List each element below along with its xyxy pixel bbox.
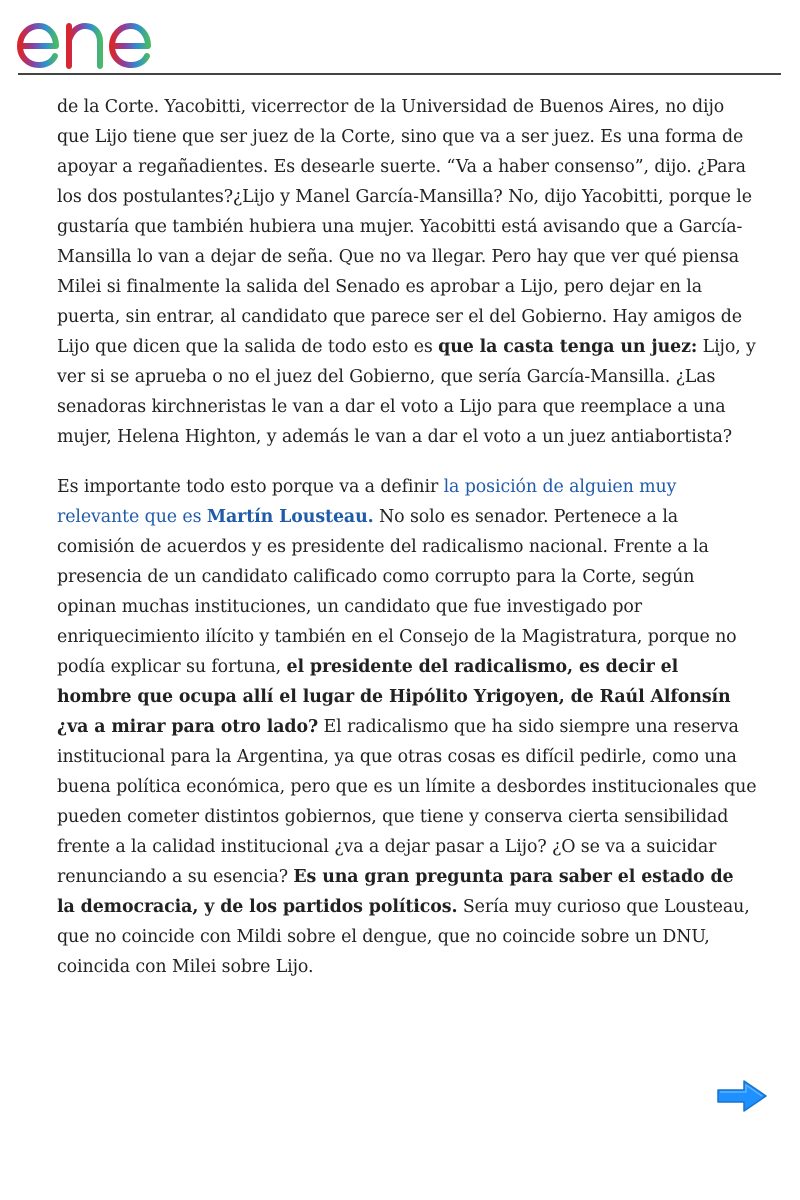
bold-highlight: que la casta tenga un juez: bbox=[438, 337, 698, 357]
page-header bbox=[0, 0, 800, 76]
link-text[interactable]: la posición de alguien muy relevante que es bbox=[57, 477, 677, 527]
paragraph-text: de la Corte. Yacobitti, vicerrector de la Universidad de Buenos Aires, no dijo que Lijo tiene que ser juez de la Corte, sino que va a ser juez. Es una forma de apoyar a regañadientes. Es desearle suerte. “Va a haber consenso”, dijo. ¿Para los dos postulantes?¿Lijo y Manel García-Mansilla? No, dijo Yacobitti, porque le gustaría que también hubiera una mujer. Yacobitti está avisando que a García-Mansilla lo van a dejar de seña. Que no va llegar. Pero hay que ver qué piensa Milei si finalmente la salida del Senado es aprobar a Lijo, pero dejar en la puerta, sin entrar, al candidato que parece ser el del Gobierno. Hay amigos de Lijo que dicen que la salida de todo esto es bbox=[57, 97, 752, 357]
bold-highlight: el presidente del radicalismo, es decir el hombre que ocupa allí el lugar de Hipólito Yrigoyen, de Raúl Alfonsín ¿va a mirar para otro lado? bbox=[57, 657, 731, 737]
link-bold-name[interactable]: Martín Lousteau. bbox=[206, 507, 374, 527]
bold-highlight: Es una gran pregunta para saber el estado de la democracia, y de los partidos políticos. bbox=[57, 867, 734, 917]
paragraph-text: El radicalismo que ha sido siempre una reserva institucional para la Argentina, ya que otras cosas es difícil pedirle, como una buena política económica, pero que es un límite a desbordes institucionales que pueden cometer distintos gobiernos, que tiene y conserva cierta sensibilidad frente a la calidad institucional ¿va a dejar pasar a Lijo? ¿O se va a suicidar renunciando a su esencia? bbox=[57, 717, 757, 887]
arrow-right-icon[interactable] bbox=[716, 1078, 768, 1114]
paragraph-text: No solo es senador. Pertenece a la comisión de acuerdos y es presidente del radicalismo nacional. Frente a la presencia de un candidato calificado como corrupto para la Corte, según opinan muchas instituciones, un candidato que fue investigado por enriquecimiento ilícito y también en el Consejo de la Magistratura, porque no podía explicar su fortuna, bbox=[57, 507, 737, 677]
article-body bbox=[57, 92, 757, 982]
enel-logo[interactable] bbox=[14, 6, 184, 70]
article-paragraph bbox=[57, 472, 757, 982]
header-divider bbox=[18, 73, 781, 75]
paragraph-text: Es importante todo esto porque va a definir bbox=[57, 477, 444, 497]
paragraph-text: Lijo, y ver si se aprueba o no el juez del Gobierno, que sería García-Mansilla. ¿Las senadoras kirchneristas le van a dar el voto a Lijo para que reemplace a una mujer, Helena Highton, y además le van a dar el voto a un juez antiabortista? bbox=[57, 337, 756, 447]
article-paragraph bbox=[57, 92, 757, 452]
paragraph-text: Sería muy curioso que Lousteau, que no coincide con Mildi sobre el dengue, que no coincide sobre un DNU, coincida con Milei sobre Lijo. bbox=[57, 897, 750, 977]
